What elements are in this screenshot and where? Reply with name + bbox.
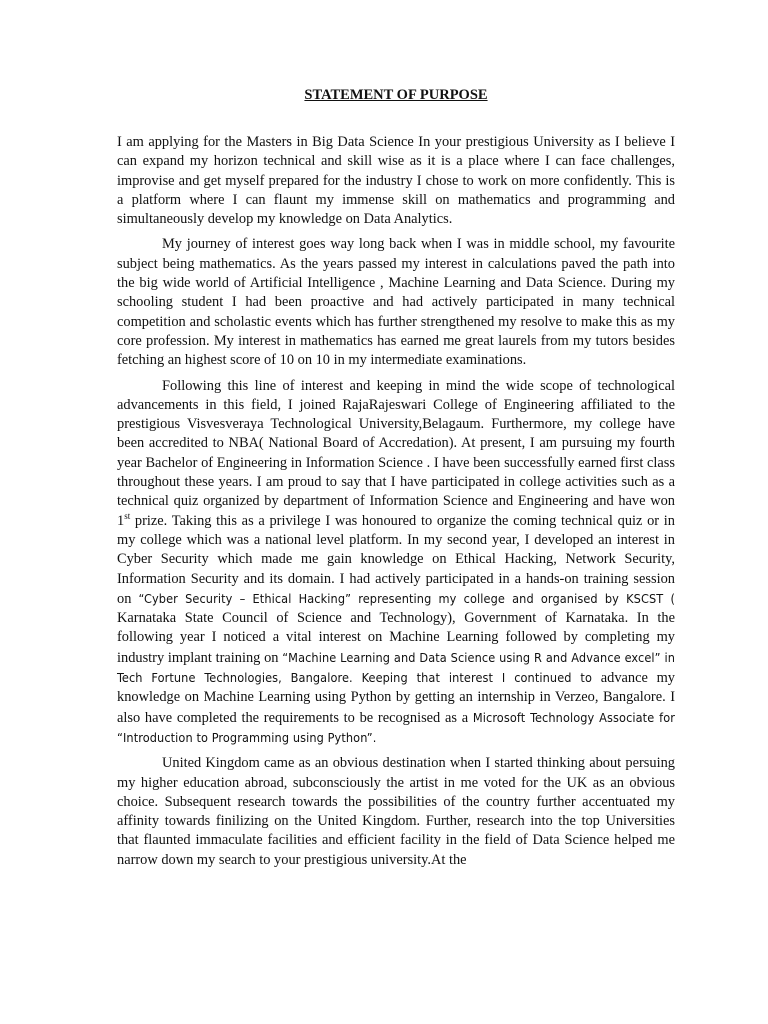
ordinal-superscript: st: [124, 510, 131, 521]
paragraph-intro: I am applying for the Masters in Big Data Science In your prestigious University as I believe I can expand my horizon technical and skill wise as it is a place where I can face challenges, improvise and get myself prepared for the industry I chose to work on more confidently. This is a platform where I can flaunt my immense skill on mathematics and programming and simultaneously develop my knowledge on Data Analytics.: [117, 134, 675, 228]
paragraph-college: [117, 377, 675, 749]
college-text-2: prize. Taking this as a privilege I was honoured to organize the coming technical quiz or in my college which was a national level platform. In my second year, I developed an interest in Cyber Security which made me gain knowledge on Ethical Hacking, Network Security, Information Security and its domain. I had actively participated in a hands-on training session on: [117, 512, 675, 607]
ml-training: “Machine Learning and Data Science using R and Advance excel” in Tech Fortune Technologies, Bangalore. Keeping that interest I continued to: [117, 649, 675, 686]
college-text-4: advance my knowledge on Machine Learning using Python by getting an internship in Verzeo, Bangalore. I also have completed the requirements to be recognised as a: [117, 670, 675, 726]
college-text-3: Karnataka State Council of Science and Technology), Government of Karnataka. In the following year I noticed a vital interest on Machine Learning followed by completing my industry implant training on: [117, 610, 675, 666]
microsoft-certification: Microsoft Technology Associate for “Introduction to Programming using Python”.: [117, 709, 676, 745]
college-text-1: Following this line of interest and keeping in mind the wide scope of technological advancements in this field, I joined RajaRajeswari College of Engineering affiliated to the prestigious Visvesveraya Technological University,Belagaum. Furthermore, my college have been accredited to NBA( National Board of Accredation). At present, I am pursuing my fourth year Bachelor of Engineering in Information Science . I have been successfully earned first class throughout these years. I am proud to say that I have participated in college activities such as a technical quiz organized by department of Information Science and Engineering and have won 1: [117, 377, 675, 529]
cyber-security-training: “Cyber Security – Ethical Hacking” representing my college and organised by KSCST (: [138, 590, 675, 606]
paragraph-uk: United Kingdom came as an obvious destination when I started thinking about persuing my higher education abroad, subconsciously the artist in me voted for the UK as an obvious choice. Subsequent research towards the possibilities of the country further accentuated my affinity towards finilizing on the United Kingdom. Further, research into the top Universities that flaunted immaculate facilities and efficient facility in the field of Data Science helped me narrow down my search to your prestigious university.At the: [117, 755, 675, 868]
paragraph-journey: My journey of interest goes way long back when I was in middle school, my favourite subject being mathematics. As the years passed my interest in calculations paved the path into the big wide world of Artificial Intelligence , Machine Learning and Data Science. During my schooling student I had been proactive and had actively participated in many technical competition and scholastic events which has further strengthened my resolve to make this as my core profession. My interest in mathematics has earned me great laurels from my tutors besides fetching an highest score of 10 on 10 in my intermediate examinations.: [117, 236, 675, 369]
document-title: STATEMENT OF PURPOSE: [304, 87, 488, 103]
